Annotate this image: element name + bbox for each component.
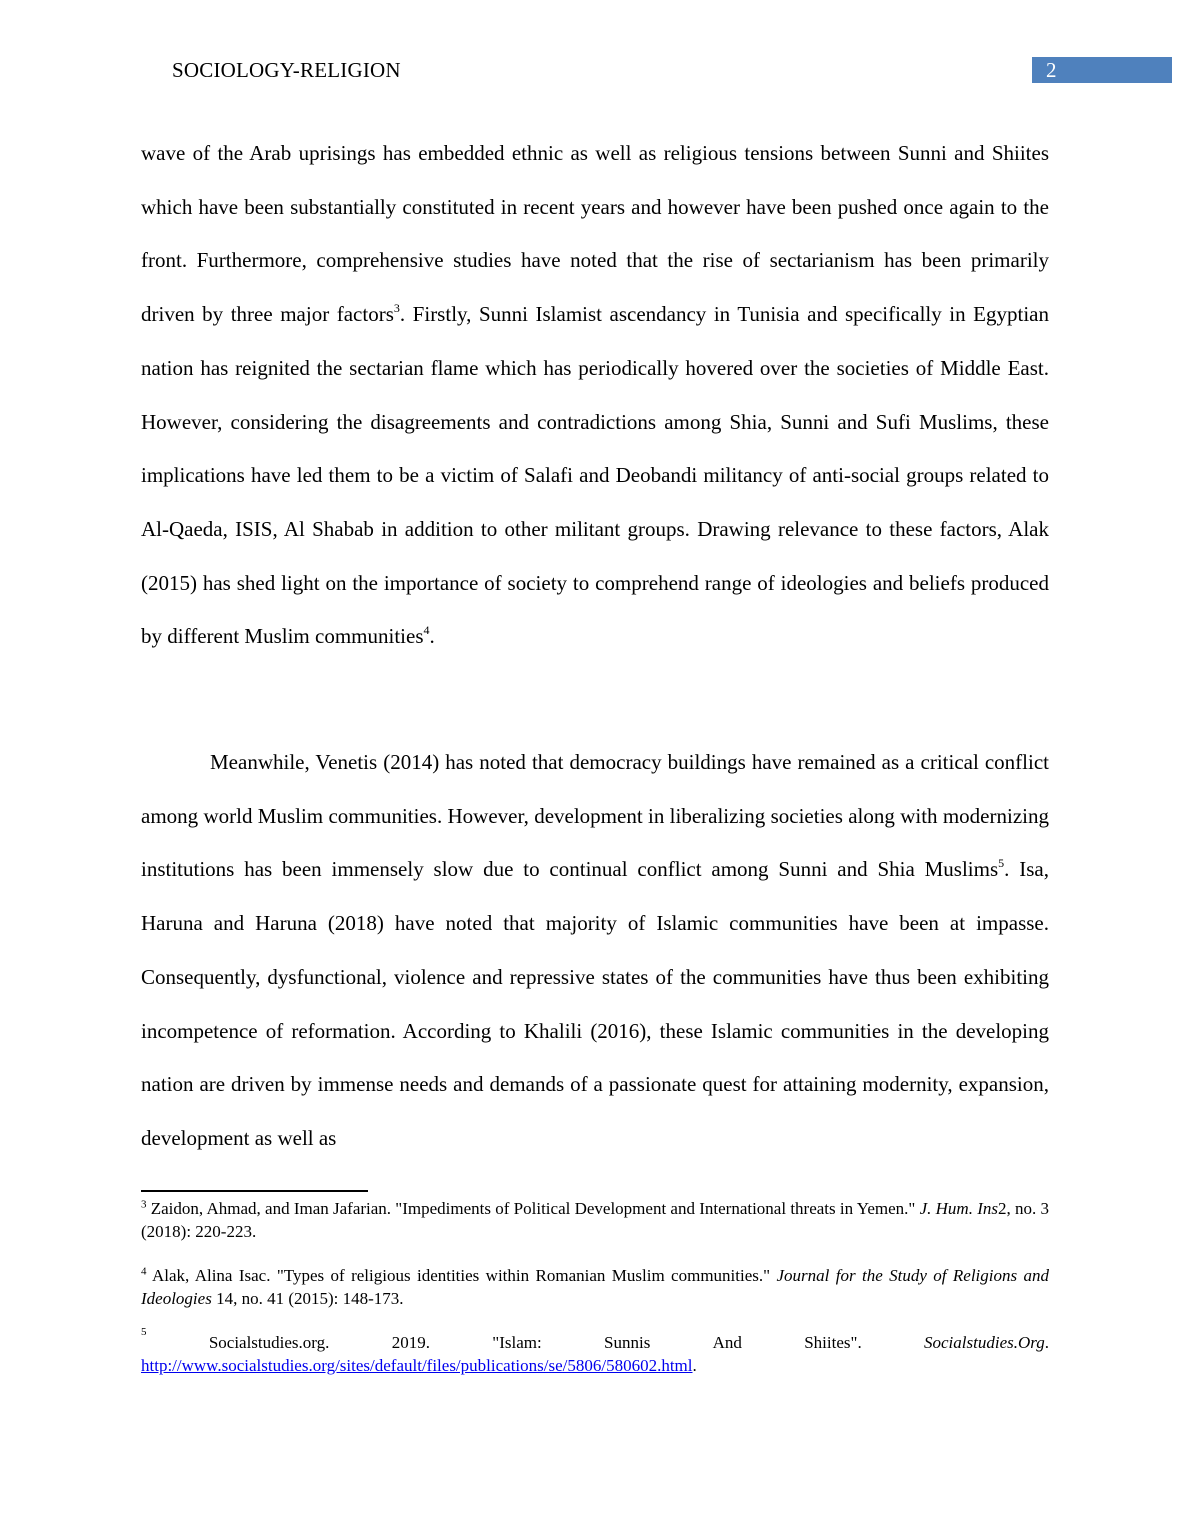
paragraph-text: . Firstly, Sunni Islamist ascendancy in Tunisia and specifically in Egyptian nation has reignited the sectarian flame which has periodically hovered over the societies of Middle East. However, considering the disagreements and contradictions among Shia, Sunni and Sufi Muslims, these implications have led them to be a victim of Salafi and Deobandi militancy of anti-social groups related to Al-Qaeda, ISIS, Al Shabab in addition to other militant groups. Drawing relevance to these factors, Alak (2015) has shed light on the importance of society to comprehend range of ideologies and beliefs produced by different Muslim communities xyxy=(141,302,1049,649)
footnote-year: 2019. xyxy=(391,1333,430,1352)
paragraph-text: wave of the Arab uprisings has embedded ethnic as well as religious tensions between Sunni and Shiites which have been substantially constituted in recent years and however have been pushed once again to the front. Furthermore, comprehensive studies have noted that the rise of sectarianism has been primarily driven by three major factors xyxy=(141,141,1049,327)
footnote-title-word: Shiites". xyxy=(804,1333,862,1352)
footnote-journal: J. Hum. Ins xyxy=(919,1199,998,1218)
paragraph-text: . Isa, Haruna and Haruna (2018) have noted that majority of Islamic communities have been at impasse. Consequently, dysfunctional, violence and repressive states of the communities have thus been exhibiting incompetence of reformation. According to Khalili (2016), these Islamic communities in the developing nation are driven by immense needs and demands of a passionate quest for attaining modernity, expansion, development as well as xyxy=(141,857,1049,1150)
footnote-ref-3[interactable]: 3 xyxy=(393,301,400,316)
footnote-ref-5[interactable]: 5 xyxy=(998,856,1005,871)
footnote-text: Zaidon, Ahmad, and Iman Jafarian. "Impediments of Political Development and International threats in Yemen." xyxy=(146,1199,920,1218)
footnote-ref-4[interactable]: 4 xyxy=(423,623,430,638)
paragraph-text: . xyxy=(429,624,435,649)
body-paragraph-2 xyxy=(141,736,1049,1166)
footnote-punct: . xyxy=(1044,1333,1049,1352)
footnote-site-name: Socialstudies.Org xyxy=(924,1333,1045,1352)
footnote-title-word: And xyxy=(712,1333,742,1352)
footnote-title-word: Sunnis xyxy=(604,1333,651,1352)
body-paragraph-1 xyxy=(141,127,1049,664)
footnote-text: Alak, Alina Isac. "Types of religious identities within Romanian Muslim communities." xyxy=(146,1266,777,1285)
footnote-number: 4 xyxy=(141,1265,147,1278)
paragraph-text: Meanwhile, Venetis (2014) has noted that democracy buildings have remained as a critical conflict among world Muslim communities. However, development in liberalizing societies along with modernizing institutions has been immensely slow due to continual conflict among Sunni and Shia Muslims xyxy=(141,750,1049,882)
footnote-3 xyxy=(141,1198,1049,1243)
footnote-citation: 14, no. 41 (2015): 148-173. xyxy=(211,1288,404,1308)
footnote-source: Socialstudies.org. xyxy=(208,1333,330,1352)
footnote-citation: 2, no. 3 (2018): 220-223. xyxy=(141,1199,1049,1241)
footnote-line xyxy=(141,1355,1049,1378)
footnote-url-link[interactable]: http://www.socialstudies.org/sites/default/files/publications/se/5806/580602.html xyxy=(141,1355,693,1375)
footnote-5 xyxy=(141,1326,1049,1377)
footnote-punct: . xyxy=(692,1355,697,1375)
page-number: 2 xyxy=(1046,58,1057,82)
footnote-number: 3 xyxy=(141,1198,147,1211)
footnote-journal: Journal for the Study of Religions and Ideologies xyxy=(141,1266,1049,1308)
footnote-line xyxy=(141,1326,1049,1355)
page-number-box xyxy=(1032,57,1172,83)
running-head-title: SOCIOLOGY-RELIGION xyxy=(172,58,401,82)
footnote-4 xyxy=(141,1265,1049,1310)
footnote-site xyxy=(924,1332,1049,1355)
footnote-number: 5 xyxy=(141,1326,147,1338)
footnote-separator xyxy=(141,1190,368,1192)
footnote-title-word: "Islam: xyxy=(492,1333,542,1352)
